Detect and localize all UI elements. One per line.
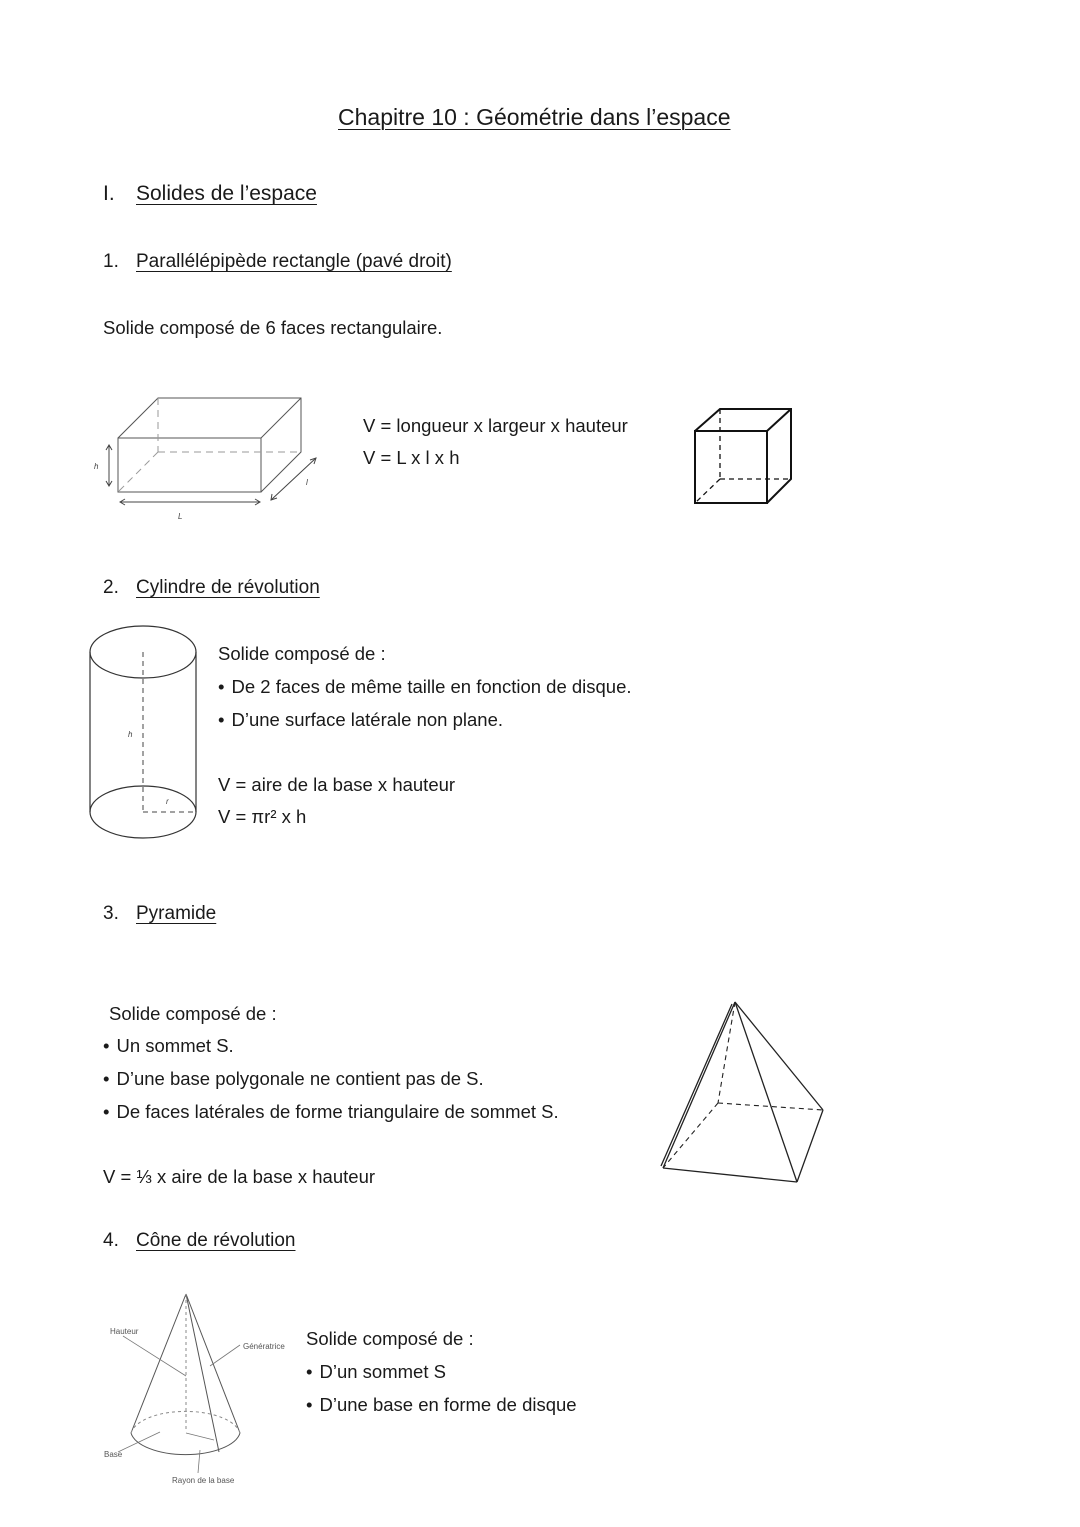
pave-formula-2: V = L x l x h [363,447,460,468]
pyramide-intro: Solide composé de : [109,1003,277,1024]
cylinder-label-r: r [166,797,169,806]
section-3-number: 3. [103,903,119,924]
cylindre-formula-1: V = aire de la base x hauteur [218,774,456,795]
pave-formula-1: V = longueur x largeur x hauteur [363,415,628,436]
section-1-title: Parallélépipède rectangle (pavé droit) [136,251,452,272]
cylindre-intro: Solide composé de : [218,643,386,664]
pave-label-l: l [306,478,308,487]
cylinder-label-h: h [128,730,133,739]
pyramide-formula: V = ⅓ x aire de la base x hauteur [103,1166,376,1187]
cylindre-bullet-1: • De 2 faces de même taille en fonction de disque. [218,670,632,703]
cone-label-hauteur: Hauteur [110,1327,139,1336]
cylindre-bullet-2: • D’une surface latérale non plane. [218,703,503,736]
section-4-title: Cône de révolution [136,1230,296,1251]
cone-intro: Solide composé de : [306,1328,474,1349]
pave-description: Solide composé de 6 faces rectangulaire. [103,317,443,338]
section-3-title: Pyramide [136,903,217,924]
part-title: Solides de l’espace [136,182,317,205]
section-2-number: 2. [103,577,119,598]
pave-label-L: L [178,512,183,521]
section-4-number: 4. [103,1230,119,1251]
cone-bullet-1: • D’un sommet S [306,1355,446,1388]
pyramide-bullet-2: • D’une base polygonale ne contient pas de S. [103,1062,484,1095]
cone-label-generatrice: Génératrice [243,1342,285,1351]
cone-label-rayon: Rayon de la base [172,1476,235,1485]
cylindre-formula-2: V = πr² x h [218,806,307,827]
pyramide-bullet-1: • Un sommet S. [103,1029,234,1062]
section-1-number: 1. [103,251,119,272]
cone-bullet-2: • D’une base en forme de disque [306,1388,577,1421]
section-2-title: Cylindre de révolution [136,577,320,598]
cone-diagram [0,0,300,1500]
pave-label-h: h [94,462,99,471]
part-number: I. [103,182,115,205]
pyramide-bullet-3: • De faces latérales de forme triangulaire de sommet S. [103,1095,559,1128]
page-title: Chapitre 10 : Géométrie dans l’espace [338,104,731,130]
cone-label-base: Base [104,1450,123,1459]
